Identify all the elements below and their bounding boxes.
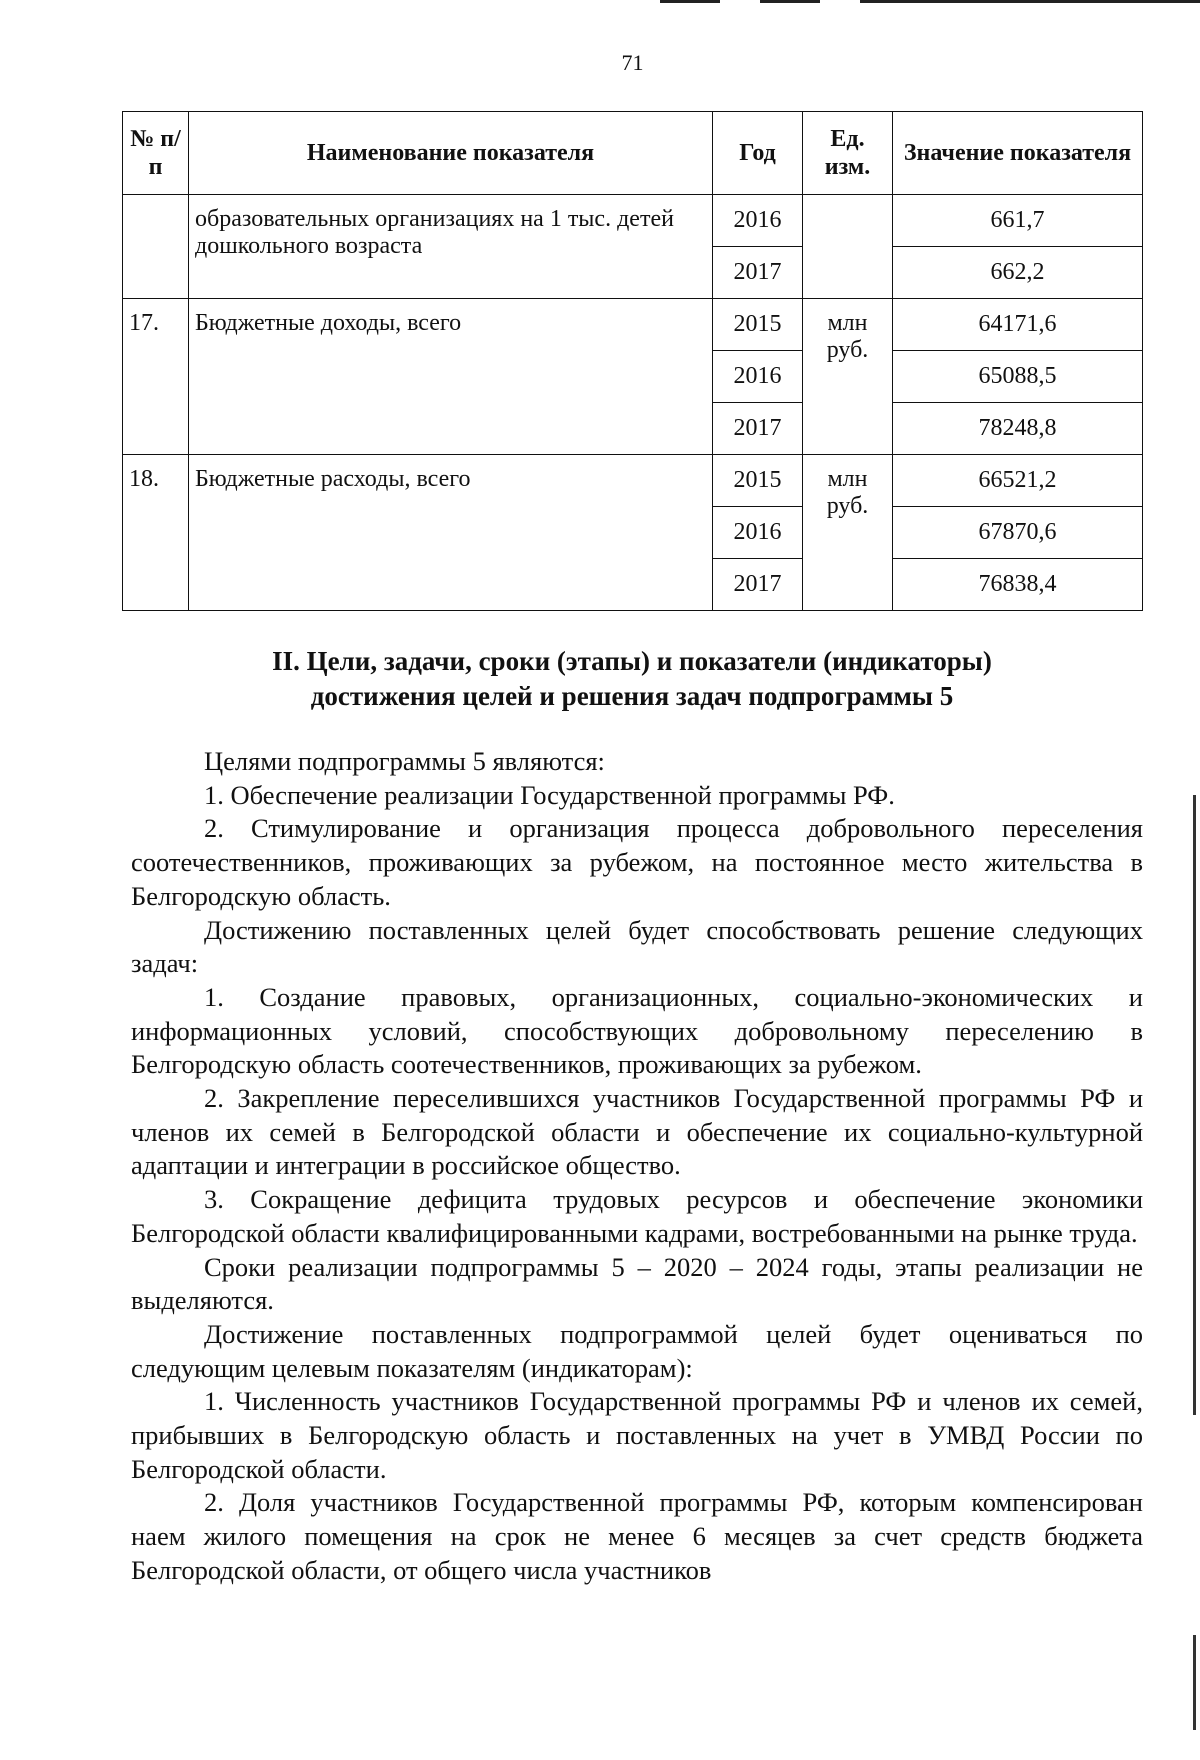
row-value: 662,2 (893, 247, 1143, 299)
row-name: Бюджетные доходы, всего (189, 299, 713, 455)
row-year: 2016 (713, 195, 803, 247)
row-num: 17. (123, 299, 189, 455)
section-title-line: достижения целей и решения задач подпрограммы 5 (310, 681, 954, 711)
row-name: образовательных организациях на 1 тыс. детей дошкольного возраста (189, 195, 713, 299)
row-value: 67870,6 (893, 507, 1143, 559)
header-name: Наименование показателя (189, 112, 713, 195)
paragraph: 1. Создание правовых, организационных, социально-экономических и информационных условий, способствующих добровольному переселению в Белгородскую область соотечественников, проживающих за рубежом. (131, 981, 1143, 1080)
header-unit: Ед. изм. (803, 112, 893, 195)
row-value: 661,7 (893, 195, 1143, 247)
header-value: Значение показателя (893, 112, 1143, 195)
row-year: 2017 (713, 403, 803, 455)
row-value: 66521,2 (893, 455, 1143, 507)
paragraph: 2. Стимулирование и организация процесса добровольного переселения соотечественников, проживающих за рубежом, на постоянное место жительства в Белгородскую область. (131, 813, 1143, 911)
table-row (123, 455, 1143, 507)
row-year: 2016 (713, 507, 803, 559)
body-text (131, 745, 1143, 1588)
table-row (123, 195, 1143, 247)
table-header-row (123, 112, 1143, 195)
paragraph: 2. Закрепление переселившихся участников Государственной программы РФ и членов их семей в Белгородской области и обеспечение их социально-культурной адаптации и интеграции в российское общество. (131, 1083, 1143, 1181)
row-name: Бюджетные расходы, всего (189, 455, 713, 611)
row-num (123, 195, 189, 299)
row-value: 64171,6 (893, 299, 1143, 351)
section-title-line: II. Цели, задачи, сроки (этапы) и показатели (индикаторы) (272, 646, 992, 676)
scan-artifact (1193, 795, 1196, 1415)
paragraph: 2. Доля участников Государственной программы РФ, которым компенсирован наем жилого помещения на срок не менее 6 месяцев за счет средств бюджета Белгородской области, от общего числа участников (131, 1487, 1143, 1585)
header-num: № п/п (123, 112, 189, 195)
header-year: Год (713, 112, 803, 195)
scan-artifact (860, 0, 1200, 3)
row-unit: млн руб. (803, 299, 893, 455)
row-year: 2017 (713, 247, 803, 299)
scan-artifact (1193, 1635, 1196, 1730)
row-year: 2015 (713, 455, 803, 507)
row-num: 18. (123, 455, 189, 611)
paragraph: 1. Обеспечение реализации Государственной программы РФ. (204, 779, 895, 810)
paragraph: 1. Численность участников Государственной программы РФ и членов их семей, прибывших в Белгородскую область и поставленных на учет в УМВД России по Белгородской области. (131, 1386, 1143, 1484)
scan-artifact (660, 0, 720, 3)
row-value: 78248,8 (893, 403, 1143, 455)
paragraph: Достижение поставленных подпрограммой целей будет оцениваться по следующим целевым показателям (индикаторам): (131, 1318, 1143, 1383)
row-unit: млн руб. (803, 455, 893, 611)
scan-artifact (760, 0, 820, 3)
paragraph: 3. Сокращение дефицита трудовых ресурсов и обеспечение экономики Белгородской области квалифицированными кадрами, востребованными на рынке труда. (131, 1184, 1143, 1248)
row-value: 65088,5 (893, 351, 1143, 403)
indicators-table (122, 111, 1143, 611)
row-value: 76838,4 (893, 559, 1143, 611)
row-year: 2017 (713, 559, 803, 611)
table-row (123, 299, 1143, 351)
paragraph: Целями подпрограммы 5 являются: (204, 746, 605, 776)
paragraph: Достижению поставленных целей будет способствовать решение следующих задач: (131, 914, 1143, 979)
row-year: 2016 (713, 351, 803, 403)
row-unit (803, 195, 893, 299)
paragraph: Сроки реализации подпрограммы 5 – 2020 – 2024 годы, этапы реализации не выделяются. (131, 1251, 1143, 1316)
page-number: 71 (621, 50, 644, 75)
row-year: 2015 (713, 299, 803, 351)
section-title (122, 644, 1142, 714)
